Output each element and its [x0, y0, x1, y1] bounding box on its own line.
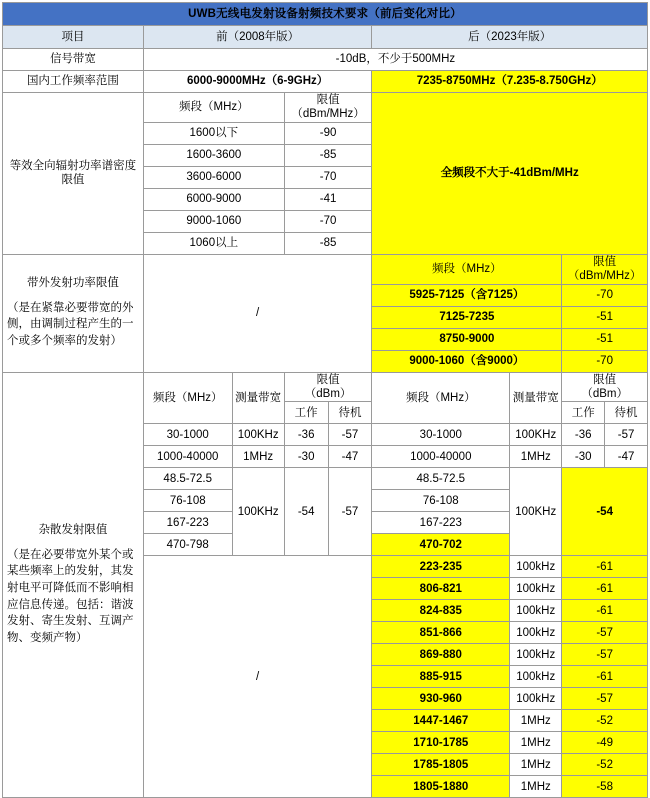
spurious-bw-before: 1MHz [232, 446, 284, 468]
eirp-limit: -85 [284, 144, 372, 166]
spurious-bw-after: 100kHz [510, 644, 562, 666]
spurious-limit-after: -57 [562, 622, 648, 644]
eirp-limit: -85 [284, 232, 372, 254]
spurious-limit-after-merged: -54 [562, 468, 648, 556]
spurious-bw-after: 100KHz [510, 424, 562, 446]
oob-band: 5925-7125（含7125） [372, 284, 562, 306]
label-out-of-band-note: （是在紧靠必要带宽的外侧，由调制过程产生的一个或多个频率的发射） [7, 301, 134, 348]
eirp-band: 1060以上 [143, 232, 284, 254]
eirp-header-limit: 限值（dBm/MHz） [284, 93, 372, 123]
column-header-row [3, 26, 648, 49]
spurious-standby-before-merged: -57 [328, 468, 372, 556]
spurious-band-after: 824-835 [372, 600, 510, 622]
spurious-bw-after: 100kHz [510, 600, 562, 622]
label-spurious-main: 杂散发射限值 [38, 524, 108, 537]
page-title: UWB无线电发射设备射频技术要求（前后变化对比） [3, 3, 648, 26]
oob-band: 8750-9000 [372, 328, 562, 350]
spurious-band-before: 30-1000 [143, 424, 232, 446]
eirp-band: 9000-1060 [143, 210, 284, 232]
oob-limit: -70 [562, 350, 648, 372]
value-oob-before: / [143, 254, 372, 372]
spurious-limit-after: -58 [562, 776, 648, 798]
spurious-bw-after: 100kHz [510, 622, 562, 644]
oob-limit: -51 [562, 306, 648, 328]
eirp-limit: -70 [284, 210, 372, 232]
row-domestic-freq-range [3, 71, 648, 93]
spurious-band-before: 48.5-72.5 [143, 468, 232, 490]
spurious-standby-after: -47 [605, 446, 648, 468]
spurious-header-bw-before: 测量带宽 [232, 372, 284, 424]
spurious-band-before: 470-798 [143, 534, 232, 556]
spurious-limit-after: -61 [562, 600, 648, 622]
spurious-work-before-merged: -54 [284, 468, 328, 556]
spurious-bw-after: 1MHz [510, 754, 562, 776]
spurious-band-before: 76-108 [143, 490, 232, 512]
spurious-band-after: 1710-1785 [372, 732, 510, 754]
spurious-work-after: -36 [562, 424, 605, 446]
eirp-band: 1600-3600 [143, 144, 284, 166]
uwb-requirements-table [2, 2, 648, 798]
spurious-limit-after: -61 [562, 666, 648, 688]
spurious-limit-line1: 限值 [593, 373, 617, 386]
spurious-bw-after: 1MHz [510, 776, 562, 798]
spurious-band-before: 1000-40000 [143, 446, 232, 468]
label-spurious [3, 372, 144, 798]
spurious-limit-after: -52 [562, 710, 648, 732]
spurious-limit-line2: （dBm） [581, 387, 628, 400]
row-spurious-header-1 [3, 372, 648, 402]
value-eirp-after: 全频段不大于-41dBm/MHz [372, 93, 648, 255]
label-spurious-note: （是在必要带宽外某个或某些频率上的发射，其发射电平可降低而不影响相应信息传递。包括：谐波发射、寄生发射、互调产物、变频产物） [7, 548, 134, 644]
eirp-header-band: 频段（MHz） [143, 93, 284, 123]
spurious-work-before: -30 [284, 446, 328, 468]
spurious-band-before: 167-223 [143, 512, 232, 534]
spurious-band-after: 223-235 [372, 556, 510, 578]
spurious-bw-after: 100kHz [510, 666, 562, 688]
spurious-header-standby-after: 待机 [605, 402, 648, 424]
value-spurious-before-rest: / [143, 556, 372, 798]
spurious-limit-line2: （dBm） [304, 387, 352, 400]
label-out-of-band [3, 254, 144, 372]
eirp-band: 3600-6000 [143, 166, 284, 188]
oob-header-limit: 限值（dBm/MHz） [562, 254, 648, 284]
oob-limit: -70 [562, 284, 648, 306]
spurious-standby-before: -47 [328, 446, 372, 468]
row-signal-bandwidth [3, 49, 648, 71]
spurious-bw-after: 1MHz [510, 446, 562, 468]
spurious-band-after: 1805-1880 [372, 776, 510, 798]
eirp-band: 6000-9000 [143, 188, 284, 210]
spurious-limit-after: -52 [562, 754, 648, 776]
column-header-after: 后（2023年版） [372, 26, 648, 49]
spurious-bw-before-merged: 100KHz [232, 468, 284, 556]
spurious-bw-before: 100KHz [232, 424, 284, 446]
eirp-band: 1600以下 [143, 122, 284, 144]
spurious-band-after: 48.5-72.5 [372, 468, 510, 490]
eirp-limit: -90 [284, 122, 372, 144]
spreadsheet-sheet [0, 2, 650, 793]
spurious-bw-after: 100kHz [510, 578, 562, 600]
value-domestic-freq-after: 7235-8750MHz（7.235-8.750GHz） [372, 71, 648, 93]
oob-band: 7125-7235 [372, 306, 562, 328]
spurious-band-after: 470-702 [372, 534, 510, 556]
label-domestic-freq-range: 国内工作频率范围 [3, 71, 144, 93]
spurious-work-before: -36 [284, 424, 328, 446]
spurious-band-after: 851-866 [372, 622, 510, 644]
label-out-of-band-main: 带外发射功率限值 [26, 277, 119, 290]
spurious-band-after: 167-223 [372, 512, 510, 534]
spurious-band-after: 885-915 [372, 666, 510, 688]
table-title-row [3, 3, 648, 26]
spurious-limit-after: -57 [562, 644, 648, 666]
spurious-bw-after-merged: 100KHz [510, 468, 562, 556]
spurious-standby-before: -57 [328, 424, 372, 446]
spurious-band-after: 1785-1805 [372, 754, 510, 776]
spurious-header-band-after: 频段（MHz） [372, 372, 510, 424]
spurious-standby-after: -57 [605, 424, 648, 446]
column-header-item: 项目 [3, 26, 144, 49]
spurious-band-after: 930-960 [372, 688, 510, 710]
spurious-header-limit-after [562, 372, 648, 402]
spurious-band-after: 806-821 [372, 578, 510, 600]
spurious-bw-after: 1MHz [510, 732, 562, 754]
row-eirp-header [3, 93, 648, 123]
spurious-work-after: -30 [562, 446, 605, 468]
label-signal-bandwidth: 信号带宽 [3, 49, 144, 71]
eirp-limit: -41 [284, 188, 372, 210]
spurious-header-bw-after: 测量带宽 [510, 372, 562, 424]
oob-header-band: 频段（MHz） [372, 254, 562, 284]
column-header-before: 前（2008年版） [143, 26, 372, 49]
spurious-limit-line1: 限值 [316, 373, 340, 386]
spurious-band-after: 1447-1467 [372, 710, 510, 732]
spurious-limit-after: -49 [562, 732, 648, 754]
spurious-header-working-before: 工作 [284, 402, 328, 424]
spurious-limit-after: -61 [562, 578, 648, 600]
spurious-bw-after: 100kHz [510, 688, 562, 710]
row-oob-header [3, 254, 648, 284]
value-domestic-freq-before: 6000-9000MHz（6-9GHz） [143, 71, 372, 93]
spurious-header-limit-before [284, 372, 372, 402]
spurious-header-band-before: 频段（MHz） [143, 372, 232, 424]
oob-limit: -51 [562, 328, 648, 350]
spurious-bw-after: 100kHz [510, 556, 562, 578]
spurious-band-after: 869-880 [372, 644, 510, 666]
oob-band: 9000-1060（含9000） [372, 350, 562, 372]
spurious-limit-after: -61 [562, 556, 648, 578]
value-signal-bandwidth: -10dB，不少于500MHz [143, 49, 647, 71]
spurious-bw-after: 1MHz [510, 710, 562, 732]
spurious-limit-after: -57 [562, 688, 648, 710]
spurious-header-standby-before: 待机 [328, 402, 372, 424]
spurious-band-after: 76-108 [372, 490, 510, 512]
label-eirp: 等效全向辐射功率谱密度限值 [3, 93, 144, 255]
spurious-band-after: 1000-40000 [372, 446, 510, 468]
spurious-band-after: 30-1000 [372, 424, 510, 446]
eirp-limit: -70 [284, 166, 372, 188]
spurious-header-working-after: 工作 [562, 402, 605, 424]
